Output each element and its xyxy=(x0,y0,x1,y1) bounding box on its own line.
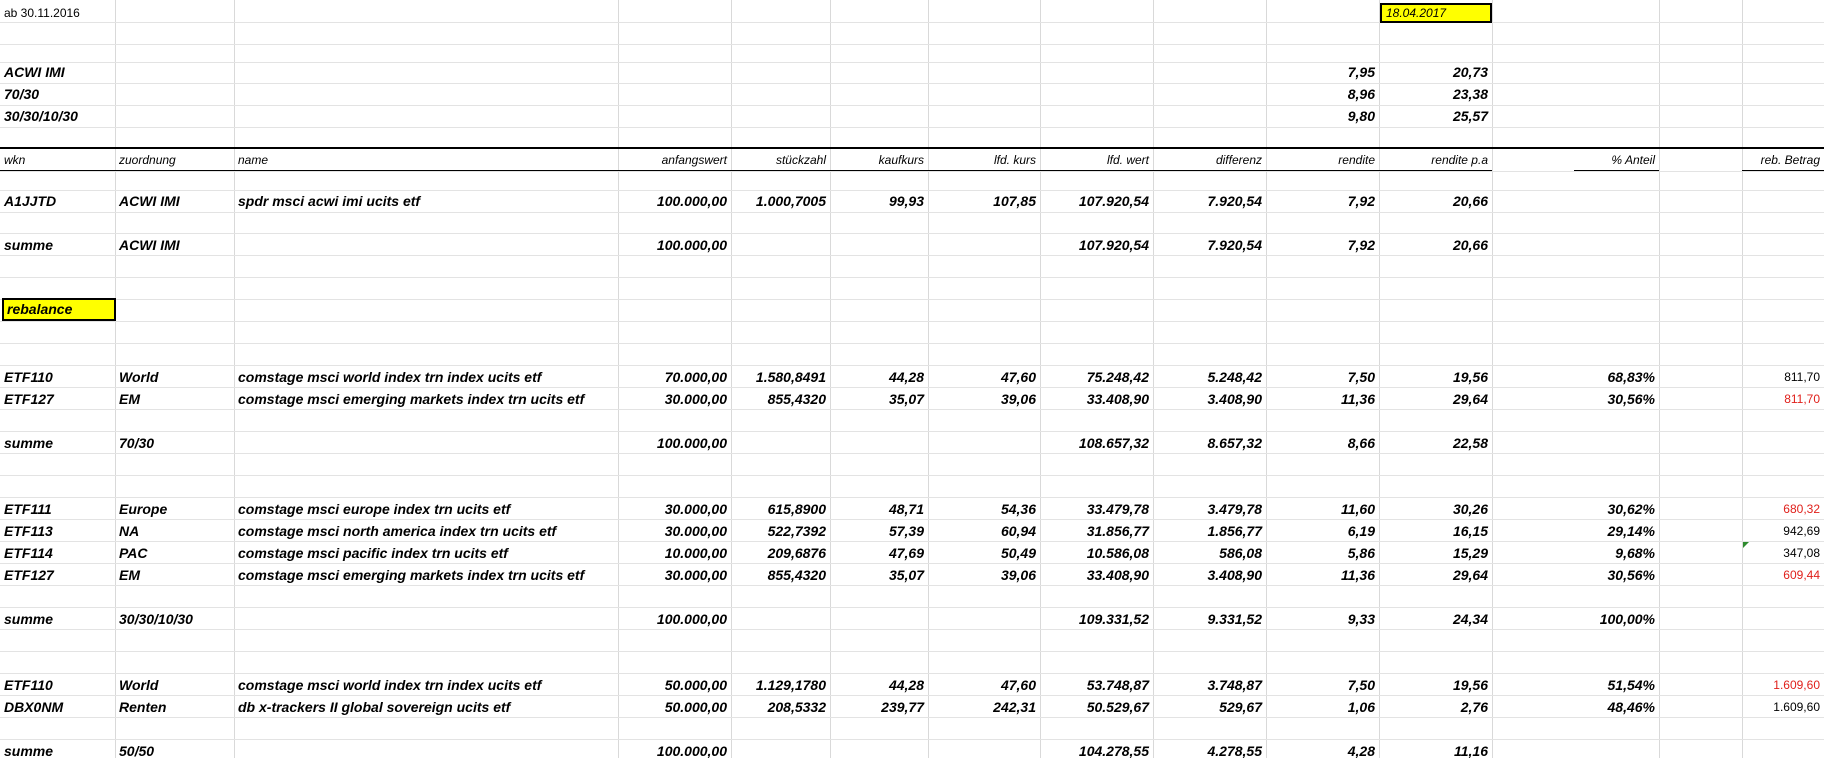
cell-anteil[interactable]: 29,14% xyxy=(1607,523,1655,539)
cell-anteil[interactable]: 68,83% xyxy=(1607,369,1655,385)
row-divider xyxy=(0,739,1824,740)
summary-rendite-pa[interactable]: 23,38 xyxy=(1452,86,1488,102)
cell-anfangswert[interactable]: 100.000,00 xyxy=(656,435,727,451)
row-divider xyxy=(0,607,1824,608)
row-divider xyxy=(0,387,1824,388)
cell-zuordnung[interactable]: EM xyxy=(119,391,140,407)
cell-kaufkurs[interactable]: 47,69 xyxy=(888,545,924,561)
cell-date-current[interactable]: 18.04.2017 xyxy=(1380,3,1492,23)
summary-rendite[interactable]: 9,80 xyxy=(1347,108,1375,124)
column-header-differenz[interactable]: differenz xyxy=(1215,153,1262,167)
cell-rendite[interactable]: 7,92 xyxy=(1347,237,1375,253)
cell-lfd-wert[interactable]: 10.586,08 xyxy=(1086,545,1149,561)
row-divider xyxy=(0,519,1824,520)
cell-lfd-kurs[interactable]: 242,31 xyxy=(993,699,1036,715)
cell-reb-betrag[interactable]: 942,69 xyxy=(1783,524,1820,538)
cell-rendite-pa[interactable]: 15,29 xyxy=(1452,545,1488,561)
cell-reb-betrag[interactable]: 680,32 xyxy=(1783,502,1820,516)
row-divider xyxy=(0,453,1824,454)
row-divider xyxy=(0,22,1824,23)
cell-rendite[interactable]: 9,33 xyxy=(1347,611,1375,627)
cell-lfd-wert[interactable]: 53.748,87 xyxy=(1086,677,1149,693)
cell-lfd-kurs[interactable]: 47,60 xyxy=(1000,677,1036,693)
row-divider xyxy=(0,541,1824,542)
cell-reb-betrag[interactable]: 811,70 xyxy=(1784,392,1820,406)
row-divider xyxy=(0,83,1824,84)
column-header-kaufkurs[interactable]: kaufkurs xyxy=(878,153,924,167)
summary-rendite[interactable]: 7,95 xyxy=(1347,64,1375,80)
row-divider xyxy=(0,629,1824,630)
cell-differenz[interactable]: 3.748,87 xyxy=(1207,677,1262,693)
cell-wkn[interactable]: ETF127 xyxy=(4,567,54,583)
cell-differenz[interactable]: 8.657,32 xyxy=(1207,435,1262,451)
row-divider xyxy=(0,475,1824,476)
cell-anfangswert[interactable]: 30.000,00 xyxy=(664,523,727,539)
row-divider xyxy=(0,212,1824,213)
cell-differenz[interactable]: 7.920,54 xyxy=(1207,237,1262,253)
comment-indicator-icon xyxy=(1743,542,1749,548)
cell-lfd-kurs[interactable]: 39,06 xyxy=(1000,567,1036,583)
cell-lfd-wert[interactable]: 31.856,77 xyxy=(1086,523,1149,539)
cell-wkn[interactable]: A1JJTD xyxy=(4,193,57,209)
cell-anfangswert[interactable]: 100.000,00 xyxy=(656,611,727,627)
cell-name[interactable]: comstage msci europe index trn ucits etf xyxy=(238,501,511,517)
cell-lfd-wert[interactable]: 109.331,52 xyxy=(1078,611,1149,627)
cell-anfangswert[interactable]: 30.000,00 xyxy=(664,391,727,407)
cell-lfd-wert[interactable]: 33.408,90 xyxy=(1086,567,1149,583)
cell-wkn[interactable]: summe xyxy=(4,237,54,253)
cell-anfangswert[interactable]: 100.000,00 xyxy=(656,237,727,253)
cell-differenz[interactable]: 7.920,54 xyxy=(1207,193,1262,209)
cell-rendite-pa[interactable]: 22,58 xyxy=(1452,435,1488,451)
cell-rendite-pa[interactable]: 16,15 xyxy=(1452,523,1488,539)
cell-rendite-pa[interactable]: 20,66 xyxy=(1452,193,1488,209)
row-divider xyxy=(0,409,1824,410)
cell-wkn[interactable]: ETF110 xyxy=(4,369,53,385)
cell-lfd-wert[interactable]: 108.657,32 xyxy=(1078,435,1149,451)
cell-differenz[interactable]: 4.278,55 xyxy=(1207,743,1262,758)
row-divider xyxy=(0,255,1824,256)
cell-rendite[interactable]: 7,92 xyxy=(1347,193,1375,209)
column-header-zuordnung[interactable]: zuordnung xyxy=(119,153,176,167)
cell-anteil[interactable]: 48,46% xyxy=(1607,699,1655,715)
cell-anteil[interactable]: 30,56% xyxy=(1607,567,1655,583)
row-divider xyxy=(0,277,1824,278)
cell-zuordnung[interactable]: Europe xyxy=(119,501,168,517)
row-divider xyxy=(0,321,1824,322)
cell-differenz[interactable]: 3.408,90 xyxy=(1207,567,1262,583)
row-divider xyxy=(0,497,1824,498)
column-header-name[interactable]: name xyxy=(238,153,269,167)
cell-stueckzahl[interactable]: 1.000,7005 xyxy=(755,193,826,209)
cell-rendite[interactable]: 5,86 xyxy=(1347,545,1375,561)
cell-anfangswert[interactable]: 50.000,00 xyxy=(664,677,727,693)
cell-zuordnung[interactable]: 70/30 xyxy=(119,435,155,451)
cell-rendite[interactable]: 11,36 xyxy=(1341,391,1375,407)
cell-rendite-pa[interactable]: 30,26 xyxy=(1452,501,1488,517)
row-divider xyxy=(0,62,1824,63)
header-underline xyxy=(0,170,1492,171)
cell-kaufkurs[interactable]: 44,28 xyxy=(888,677,924,693)
cell-wkn[interactable]: ETF127 xyxy=(4,391,54,407)
cell-stueckzahl[interactable]: 1.129,1780 xyxy=(755,677,826,693)
cell-rendite-pa[interactable]: 29,64 xyxy=(1452,567,1488,583)
cell-rendite-pa[interactable]: 19,56 xyxy=(1452,677,1488,693)
cell-name[interactable]: comstage msci emerging markets index trn ucits etf xyxy=(238,391,585,407)
cell-reb-betrag[interactable]: 609,44 xyxy=(1783,568,1820,582)
cell-rendite-pa[interactable]: 24,34 xyxy=(1452,611,1488,627)
cell-lfd-wert[interactable]: 107.920,54 xyxy=(1078,237,1149,253)
cell-rendite[interactable]: 6,19 xyxy=(1347,523,1375,539)
cell-wkn[interactable]: ETF111 xyxy=(4,501,52,517)
column-header-reb-betrag[interactable]: reb. Betrag xyxy=(1760,153,1820,167)
header-underline xyxy=(1742,170,1824,171)
cell-rendite[interactable]: 7,50 xyxy=(1347,369,1375,385)
cell-rendite[interactable]: 11,60 xyxy=(1341,501,1375,517)
cell-differenz[interactable]: 9.331,52 xyxy=(1207,611,1262,627)
summary-label[interactable]: ACWI IMI xyxy=(4,64,65,80)
cell-differenz[interactable]: 1.856,77 xyxy=(1207,523,1262,539)
column-header-rendite-pa[interactable]: rendite p.a xyxy=(1431,153,1488,167)
cell-stueckzahl[interactable]: 855,4320 xyxy=(767,391,826,407)
row-divider xyxy=(0,431,1824,432)
cell-wkn[interactable]: summe xyxy=(4,743,54,758)
column-header-stueckzahl[interactable]: stückzahl xyxy=(775,153,826,167)
cell-reb-betrag[interactable]: 347,08 xyxy=(1783,546,1820,560)
column-header-lfd-kurs[interactable]: lfd. kurs xyxy=(993,153,1036,167)
row-divider xyxy=(0,44,1824,45)
column-header-wkn[interactable]: wkn xyxy=(4,153,26,167)
cell-reb-betrag[interactable]: 1.609,60 xyxy=(1773,700,1820,714)
cell-kaufkurs[interactable]: 99,93 xyxy=(888,193,924,209)
cell-name[interactable]: comstage msci world index trn index ucits etf xyxy=(238,369,542,385)
cell-differenz[interactable]: 5.248,42 xyxy=(1207,369,1262,385)
cell-anfangswert[interactable]: 100.000,00 xyxy=(656,193,727,209)
cell-zuordnung[interactable]: NA xyxy=(119,523,140,539)
row-divider xyxy=(0,651,1824,652)
cell-lfd-wert[interactable]: 107.920,54 xyxy=(1078,193,1149,209)
header-underline xyxy=(1574,170,1659,171)
cell-lfd-kurs[interactable]: 60,94 xyxy=(1000,523,1036,539)
row-divider xyxy=(0,171,1824,172)
summary-label[interactable]: 30/30/10/30 xyxy=(4,108,78,124)
cell-rendite-pa[interactable]: 11,16 xyxy=(1454,743,1488,758)
cell-rendite[interactable]: 11,36 xyxy=(1341,567,1375,583)
cell-zuordnung[interactable]: EM xyxy=(119,567,140,583)
cell-kaufkurs[interactable]: 35,07 xyxy=(888,567,924,583)
cell-anfangswert[interactable]: 100.000,00 xyxy=(656,743,727,758)
cell-wkn[interactable]: ETF113 xyxy=(4,523,53,539)
row-divider xyxy=(0,365,1824,366)
cell-anfangswert[interactable]: 30.000,00 xyxy=(664,567,727,583)
cell-differenz[interactable]: 3.408,90 xyxy=(1207,391,1262,407)
cell-anfangswert[interactable]: 30.000,00 xyxy=(664,501,727,517)
row-divider xyxy=(0,695,1824,696)
cell-lfd-kurs[interactable]: 54,36 xyxy=(1000,501,1036,517)
cell-stueckzahl[interactable]: 615,8900 xyxy=(767,501,826,517)
cell-lfd-kurs[interactable]: 47,60 xyxy=(1000,369,1036,385)
cell-lfd-wert[interactable]: 50.529,67 xyxy=(1086,699,1149,715)
row-divider xyxy=(0,673,1824,674)
cell-lfd-wert[interactable]: 104.278,55 xyxy=(1078,743,1149,758)
cell-kaufkurs[interactable]: 44,28 xyxy=(888,369,924,385)
row-divider xyxy=(0,563,1824,564)
cell-lfd-kurs[interactable]: 39,06 xyxy=(1000,391,1036,407)
cell-rendite-pa[interactable]: 20,66 xyxy=(1452,237,1488,253)
header-border xyxy=(0,147,1824,149)
summary-rendite-pa[interactable]: 25,57 xyxy=(1452,108,1488,124)
cell-stueckzahl[interactable]: 1.580,8491 xyxy=(755,369,826,385)
summary-label[interactable]: 70/30 xyxy=(4,86,40,102)
cell-stueckzahl[interactable]: 855,4320 xyxy=(767,567,826,583)
cell-anfangswert[interactable]: 50.000,00 xyxy=(664,699,727,715)
cell-wkn[interactable]: summe xyxy=(4,611,54,627)
cell-kaufkurs[interactable]: 35,07 xyxy=(888,391,924,407)
cell-zuordnung[interactable]: 30/30/10/30 xyxy=(119,611,193,627)
cell-rendite[interactable]: 1,06 xyxy=(1347,699,1375,715)
cell-zuordnung[interactable]: ACWI IMI xyxy=(119,193,180,209)
cell-rendite[interactable]: 8,66 xyxy=(1347,435,1375,451)
row-divider xyxy=(0,233,1824,234)
cell-name[interactable]: comstage msci north america index trn ucits etf xyxy=(238,523,557,539)
cell-name[interactable]: spdr msci acwi imi ucits etf xyxy=(238,193,421,209)
row-divider xyxy=(0,299,1824,300)
cell-kaufkurs[interactable]: 239,77 xyxy=(881,699,924,715)
cell-anfangswert[interactable]: 70.000,00 xyxy=(664,369,727,385)
cell-kaufkurs[interactable]: 48,71 xyxy=(888,501,924,517)
row-divider xyxy=(0,343,1824,344)
cell-differenz[interactable]: 3.479,78 xyxy=(1207,501,1262,517)
cell-lfd-wert[interactable]: 33.408,90 xyxy=(1086,391,1149,407)
cell-name[interactable]: db x-trackers II global sovereign ucits etf xyxy=(238,699,511,715)
cell-anfangswert[interactable]: 10.000,00 xyxy=(664,545,727,561)
column-header-lfd-wert[interactable]: lfd. wert xyxy=(1106,153,1149,167)
cell-wkn[interactable]: ETF114 xyxy=(4,545,53,561)
cell-name[interactable]: comstage msci emerging markets index trn ucits etf xyxy=(238,567,585,583)
cell-zuordnung[interactable]: World xyxy=(119,677,159,693)
summary-rendite-pa[interactable]: 20,73 xyxy=(1452,64,1488,80)
cell-zuordnung[interactable]: 50/50 xyxy=(119,743,155,758)
cell-lfd-kurs[interactable]: 107,85 xyxy=(993,193,1036,209)
cell-date-from[interactable]: ab 30.11.2016 xyxy=(4,6,80,20)
row-divider xyxy=(0,585,1824,586)
column-header-rendite[interactable]: rendite xyxy=(1338,153,1375,167)
row-divider xyxy=(0,127,1824,128)
row-divider xyxy=(0,717,1824,718)
cell-anteil[interactable]: 51,54% xyxy=(1607,677,1655,693)
column-header-anfangswert[interactable]: anfangswert xyxy=(661,153,727,167)
cell-rendite[interactable]: 4,28 xyxy=(1347,743,1375,758)
cell-differenz[interactable]: 529,67 xyxy=(1219,699,1262,715)
cell-name[interactable]: comstage msci pacific index trn ucits etf xyxy=(238,545,508,561)
cell-rendite[interactable]: 7,50 xyxy=(1347,677,1375,693)
cell-rendite-pa[interactable]: 19,56 xyxy=(1452,369,1488,385)
summary-rendite[interactable]: 8,96 xyxy=(1347,86,1375,102)
column-divider xyxy=(1659,0,1660,758)
cell-anteil[interactable]: 30,62% xyxy=(1607,501,1655,517)
cell-rebalance[interactable]: rebalance xyxy=(2,298,116,321)
cell-lfd-wert[interactable]: 75.248,42 xyxy=(1086,369,1149,385)
cell-wkn[interactable]: ETF110 xyxy=(4,677,53,693)
cell-lfd-wert[interactable]: 33.479,78 xyxy=(1086,501,1149,517)
row-divider xyxy=(0,105,1824,106)
cell-reb-betrag[interactable]: 1.609,60 xyxy=(1773,678,1820,692)
cell-rendite-pa[interactable]: 2,76 xyxy=(1460,699,1488,715)
cell-differenz[interactable]: 586,08 xyxy=(1219,545,1262,561)
cell-name[interactable]: comstage msci world index trn index ucits etf xyxy=(238,677,542,693)
cell-reb-betrag[interactable]: 811,70 xyxy=(1784,370,1820,384)
cell-zuordnung[interactable]: Renten xyxy=(119,699,167,715)
cell-lfd-kurs[interactable]: 50,49 xyxy=(1000,545,1036,561)
cell-wkn[interactable]: summe xyxy=(4,435,54,451)
cell-anteil[interactable]: 9,68% xyxy=(1615,545,1655,561)
cell-rendite-pa[interactable]: 29,64 xyxy=(1452,391,1488,407)
cell-zuordnung[interactable]: PAC xyxy=(119,545,148,561)
cell-wkn[interactable]: DBX0NM xyxy=(4,699,64,715)
cell-zuordnung[interactable]: World xyxy=(119,369,159,385)
column-header-anteil[interactable]: % Anteil xyxy=(1611,153,1655,167)
cell-stueckzahl[interactable]: 208,5332 xyxy=(767,699,826,715)
cell-zuordnung[interactable]: ACWI IMI xyxy=(119,237,180,253)
cell-anteil[interactable]: 100,00% xyxy=(1599,611,1655,627)
cell-stueckzahl[interactable]: 522,7392 xyxy=(767,523,826,539)
cell-anteil[interactable]: 30,56% xyxy=(1607,391,1655,407)
cell-kaufkurs[interactable]: 57,39 xyxy=(888,523,924,539)
cell-stueckzahl[interactable]: 209,6876 xyxy=(767,545,826,561)
